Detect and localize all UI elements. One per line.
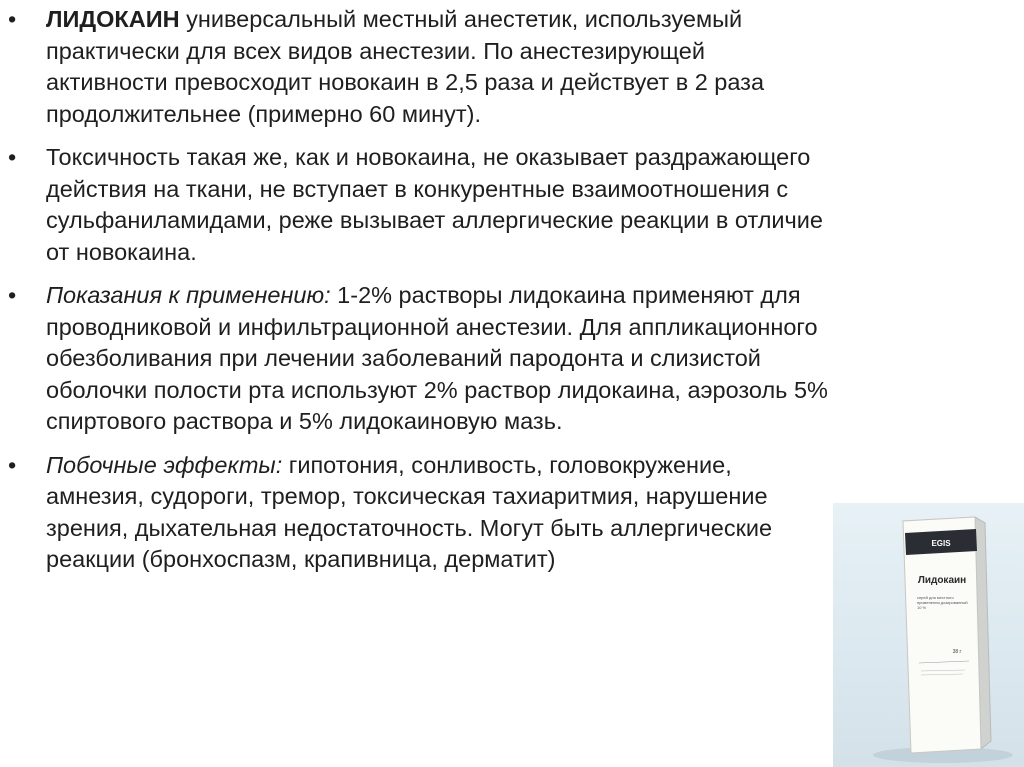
bullet-marker: • xyxy=(8,144,17,170)
bullet-lead-italic: Побочные эффекты: xyxy=(46,451,283,478)
bullet-text: гипотония, сонливость, головокружение, амнезия, судороги, тремор, токсическая тахиаритмия, нарушение зрения, дыхательная недостаточность. Могут быть аллергические реакции (бронхоспазм, крапивница, дерматит) xyxy=(46,451,773,572)
box-product-name: Лидокаин xyxy=(917,575,967,586)
bullet-list xyxy=(8,4,828,588)
bullet-marker: • xyxy=(8,6,17,32)
bullet-indications xyxy=(8,280,828,438)
bullet-text: универсальный местный анестетик, используемый практически для всех видов анестезии. По анестезирующей активности превосходит новокаин в 2,5 раза и действует в 2 раза продолжительнее (примерно 60 минут). xyxy=(46,6,765,127)
bullet-marker: • xyxy=(8,282,17,308)
medicine-box-illustration xyxy=(833,503,1024,767)
product-box-image xyxy=(833,503,1024,767)
bullet-text: 1-2% растворы лидокаина применяют для проводниковой и инфильтрационной анестезии. Для аппликационного обезболивания при лечении заболеваний пародонта и слизистой оболочки полости рта используют 2% раствор лидокаина, аэрозоль 5% спиртового раствора и 5% лидокаиновую мазь. xyxy=(46,282,828,434)
bullet-side-effects xyxy=(8,450,828,576)
bullet-toxicity xyxy=(8,142,828,268)
bullet-lead-bold: ЛИДОКАИН xyxy=(46,6,180,32)
box-description-wrap xyxy=(917,595,969,625)
bullet-text: Токсичность такая же, как и новокаина, не оказывает раздражающего действия на ткани, не вступает в конкурентные взаимоотношения с сульфаниламидами, реже вызывает аллергические реакции в отличие от новокаина. xyxy=(46,144,823,265)
box-description: спрей для местного применения дозированный 10 % xyxy=(917,595,968,610)
box-amount: 38 г xyxy=(952,649,962,655)
bullet-marker: • xyxy=(8,451,17,478)
bullet-lead-italic: Показания к применению: xyxy=(46,282,331,308)
brand-logo: EGIS xyxy=(931,539,951,548)
bullet-lidocaine-intro xyxy=(8,4,828,130)
